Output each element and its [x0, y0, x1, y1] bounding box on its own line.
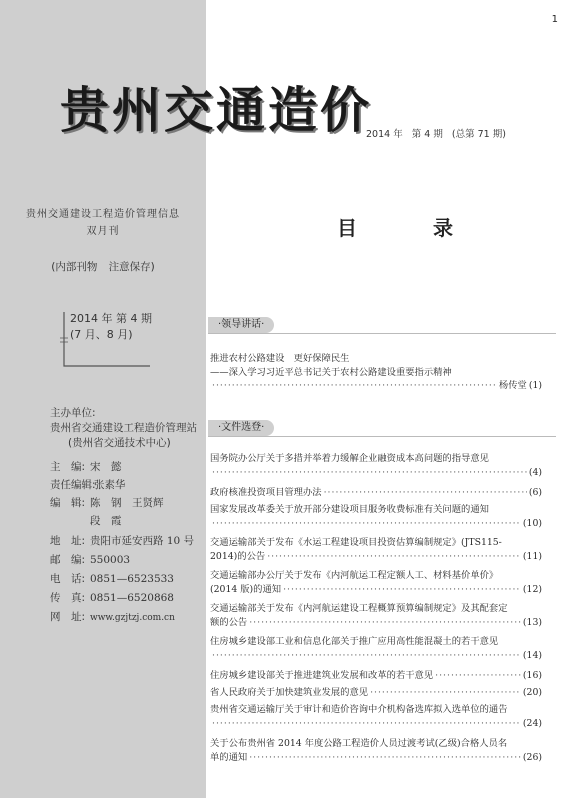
dot-leader: [212, 379, 497, 393]
toc-entry-line: 交通运输部办公厅关于发布《内河航运工程定额人工、材料基价单价》: [210, 570, 499, 581]
toc-entry: [210, 536, 542, 563]
issue-box-line-2: (7 月、8 月): [70, 328, 133, 341]
issue-box-line-1: 2014 年 第 4 期: [70, 312, 152, 325]
toc-entry-title: 2014)的公告: [210, 550, 266, 562]
toc-entry-title: 住房城乡建设部关于推进建筑业发展和改革的若干意见: [210, 670, 434, 681]
sponsor-name: 贵州省交通建设工程造价管理站: [50, 422, 197, 434]
sponsor-alt-name: (贵州省交通技术中心): [68, 437, 171, 449]
info-label: 责任编辑:: [50, 479, 96, 491]
toc-entry: [210, 486, 542, 500]
info-address: [50, 533, 194, 548]
info-editors-cont: [50, 513, 122, 528]
toc-entry-leader: [210, 550, 542, 564]
toc-entry-leader: [210, 486, 542, 500]
dot-leader: [249, 751, 521, 765]
toc-entry-author: 杨传堂: [498, 380, 527, 391]
page-number: 1: [551, 14, 558, 25]
toc-heading: 目 录: [337, 216, 481, 240]
publication-frequency: 双月刊: [86, 226, 120, 237]
info-value: 张素华: [94, 479, 126, 491]
toc-entry-title: (2014 版)的通知: [210, 583, 282, 595]
toc-entry-line: 国务院办公厅关于多措并举着力缓解企业融资成本高问题的指导意见: [210, 453, 489, 464]
dot-leader: [267, 550, 521, 564]
toc-entry-page: (13): [522, 616, 542, 628]
toc-entry-leader: [210, 616, 542, 630]
toc-entry: [210, 452, 542, 479]
sponsor-block: [50, 406, 197, 451]
sponsor-label: 主办单位:: [50, 407, 96, 419]
dot-leader: [212, 466, 527, 480]
info-value: 0851—6520868: [90, 592, 174, 604]
masthead-issue-no: 第 4 期: [411, 129, 443, 140]
toc-entry-leader: [210, 686, 542, 700]
toc-entry-line: 关于公布贵州省 2014 年度公路工程造价人员过渡考试(乙级)合格人员名: [210, 738, 508, 749]
toc-entry-page: (14): [522, 649, 542, 661]
toc-entry-line: 交通运输部关于发布《内河航运建设工程概算预算编制规定》及其配套定: [210, 603, 508, 614]
toc-entry-leader: [210, 751, 542, 765]
info-responsible-editor: [50, 477, 126, 492]
section-label-leaders: ·领导讲话·: [208, 317, 274, 333]
toc-entry: [210, 703, 542, 730]
toc-entry-page: (12): [522, 583, 542, 595]
section-label-documents: ·文件选登·: [208, 420, 274, 436]
toc-entry-title: 省人民政府关于加快建筑业发展的意见: [210, 687, 369, 698]
toc-entry-line: 推进农村公路建设 更好保障民生: [210, 353, 350, 364]
toc-entry-page: (4): [528, 466, 542, 478]
internal-notice-2: 注意保存): [108, 261, 155, 273]
toc-entry-title: 单的通知: [210, 751, 248, 763]
toc-entry: [210, 669, 542, 683]
toc-entry-leader: [210, 466, 542, 480]
dot-leader: [212, 649, 521, 663]
toc-entry-page: (24): [522, 717, 542, 729]
issue-box: [70, 311, 154, 343]
toc-entry-leader: [210, 649, 542, 663]
info-editors: [50, 495, 164, 510]
toc-entry: [210, 352, 542, 393]
info-label: 邮 编:: [50, 554, 86, 566]
toc-entry-page: (26): [522, 751, 542, 763]
toc-entry-page: (1): [528, 380, 542, 391]
toc-entry-page: (6): [528, 487, 542, 498]
dot-leader: [435, 669, 521, 683]
toc-entry-leader: [210, 669, 542, 683]
dot-leader: [212, 717, 521, 731]
toc-entry: [210, 686, 542, 700]
toc-entry: [210, 737, 542, 764]
toc-entry-leader: [210, 517, 542, 531]
toc-entry-page: (11): [522, 550, 542, 562]
dot-leader: [370, 686, 521, 700]
dot-leader: [324, 486, 527, 500]
toc-entry-leader: [210, 717, 542, 731]
info-fax: [50, 590, 174, 605]
toc-entry-line: 交通运输部关于发布《水运工程建设项目投资估算编制规定》(JTS115-: [210, 537, 502, 548]
toc-entry-line: 国家发展改革委关于放开部分建设项目服务收费标准有关问题的通知: [210, 504, 489, 515]
toc-entry-page: (20): [522, 687, 542, 698]
info-chief-editor: [50, 459, 122, 474]
toc-entry-line: 住房城乡建设部工业和信息化部关于推广应用高性能混凝土的若干意见: [210, 636, 499, 647]
internal-notice-1: (内部刊物: [51, 261, 98, 273]
info-value: 陈 钢 王贤辉: [90, 497, 164, 509]
toc-entry: [210, 569, 542, 596]
toc-entry-title: 额的公告: [210, 616, 248, 628]
dot-leader: [249, 616, 521, 630]
section-divider: [208, 436, 556, 437]
magazine-title: 贵州交通造价: [60, 82, 373, 139]
info-value: 宋 懿: [90, 461, 122, 473]
info-label: 网 址:: [50, 611, 86, 623]
info-label: 编 辑:: [50, 497, 86, 509]
toc-entry-line: ——深入学习习近平总书记关于农村公路建设重要指示精神: [210, 366, 452, 378]
info-phone: [50, 571, 174, 586]
info-website: [50, 609, 175, 624]
info-label: 电 话:: [50, 573, 86, 585]
masthead-year: 2014 年: [366, 129, 403, 140]
toc-entry-page: (16): [522, 670, 542, 681]
toc-entry-page: (10): [522, 517, 542, 529]
internal-notice: [0, 259, 206, 274]
dot-leader: [283, 583, 521, 597]
info-label: 主 编:: [50, 461, 86, 473]
dot-leader: [212, 517, 521, 531]
toc-entry: [210, 602, 542, 629]
masthead-issue-total: (总第 71 期): [451, 129, 506, 140]
toc-entry-title: 政府核准投资项目管理办法: [210, 487, 322, 498]
info-label: 地 址:: [50, 535, 86, 547]
info-value: 段 霞: [90, 515, 122, 527]
section-divider: [208, 333, 556, 334]
info-value: 贵阳市延安西路 10 号: [90, 535, 195, 547]
info-value: 550003: [90, 554, 131, 566]
masthead-issue: [366, 126, 512, 140]
toc-entry-leader: [210, 379, 542, 393]
toc-entry: [210, 635, 542, 662]
info-value: www.gzjtzj.com.cn: [90, 613, 175, 623]
info-value: 0851—6523533: [90, 573, 174, 585]
info-label: 传 真:: [50, 592, 86, 604]
toc-entry-leader: [210, 583, 542, 597]
toc-entry-line: 贵州省交通运输厅关于审计和造价咨询中介机构备选库拟入选单位的通告: [210, 704, 508, 715]
info-postcode: [50, 552, 130, 567]
toc-entry: [210, 503, 542, 530]
publication-subtitle: 贵州交通建设工程造价管理信息: [26, 209, 180, 220]
